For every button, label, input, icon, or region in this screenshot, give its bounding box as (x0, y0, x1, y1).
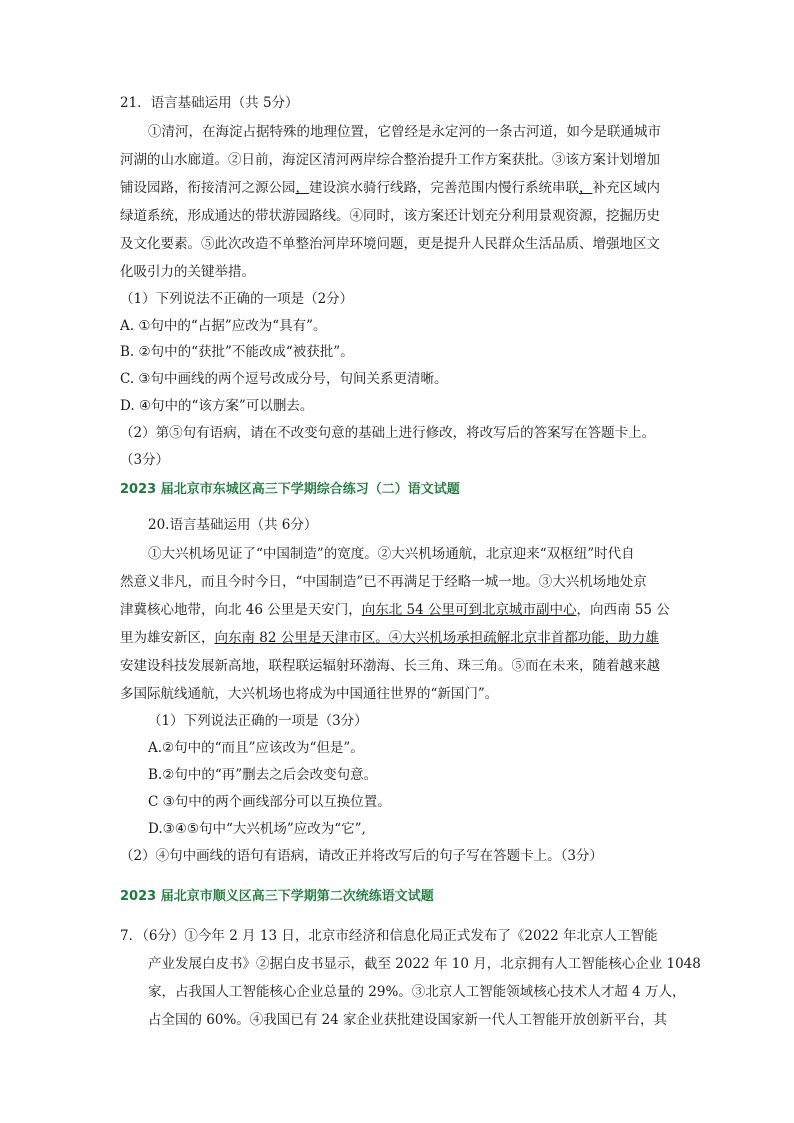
q21-passage-line-4: 绿道系统，形成通达的带状游园路线。④同时，该方案还计划充分利用景观资源，挖掘历史 (120, 208, 660, 224)
q7-line-1: 7．（6分）①今年 2 月 13 日，北京市经济和信息化局正式发布了《2022 年北京人工智能 (120, 928, 658, 944)
q20-option-d: D.③④⑤句中“大兴机场”应改为“它”, (148, 821, 366, 837)
source-heading-shunyi: 2023 届北京市顺义区高三下学期第二次统练语文试题 (120, 889, 434, 904)
q21-title: 21．语言基础运用（共 5分） (120, 95, 299, 111)
q21-l3-part-e: 补充区域内 (592, 180, 660, 196)
q20-sub-question-2: （2）④句中画线的语句有语病，请改正并将改写后的句子写在答题卡上。（3分） (120, 848, 603, 864)
q20-title: 20.语言基础运用（共 6分） (148, 517, 318, 533)
q21-option-c: C. ③句中画线的两个逗号改成分号，句间关系更清晰。 (120, 371, 448, 387)
q20-l4-part-a: 里为雄安新区， (120, 630, 215, 646)
q20-passage-line-3 (120, 600, 670, 620)
q20-sub-question-1: （1）下列说法正确的一项是（3分） (148, 713, 368, 729)
q21-passage-line-5: 及文化要素。⑤此次改造不单整治河岸环境问题，更是提升人民群众生活品质、增强地区文 (120, 236, 660, 252)
q20-passage-line-4 (120, 628, 659, 648)
q20-l3-part-a: 津冀核心地带，向北 46 公里是天安门， (120, 602, 362, 618)
q20-passage-line-6: 多国际航线通航，大兴机场也将成为中国通往世界的“新国门”。 (120, 686, 499, 702)
q20-option-b: B.②句中的“再”删去之后会改变句意。 (148, 767, 378, 783)
q20-passage-line-5: 安建设科技发展新高地，联程联运辐射环渤海、长三角、珠三角。⑤而在未来，随着越来越 (120, 658, 660, 674)
q21-underlined-comma-1: ， (295, 180, 309, 196)
q21-sub-question-1: （1）下列说法不正确的一项是（2分） (120, 291, 354, 307)
q21-passage-line-6: 化吸引力的关键举措。 (120, 264, 255, 280)
q7-line-2: 产业发展白皮书》②据白皮书显示，截至 2022 年 10 月，北京拥有人工智能核心企业 1048 (148, 956, 701, 972)
q20-option-c: C ③句中的两个画线部分可以互换位置。 (148, 794, 391, 810)
q21-option-a: A. ①句中的“占据”应改为“具有”。 (120, 318, 327, 334)
q20-l4-part-c: 。④大兴机场承担疏解北京非首都功能，助力雄 (375, 630, 659, 646)
q21-l3-part-a: 铺设园路，衔接清河之源公园 (120, 180, 296, 196)
q21-passage-line-3 (120, 178, 660, 198)
q21-sub-question-2-score: （3分） (120, 452, 170, 468)
q21-l3-part-c: 建设滨水骑行线路，完善范围内慢行系统串联 (309, 180, 579, 196)
q21-option-b: B. ②句中的“获批”不能改成“被获批”。 (120, 344, 354, 360)
q7-line-3: 家，占我国人工智能核心企业总量的 29%。③北京人工智能领域核心技术人才超 4 万人， (148, 984, 686, 1000)
q20-passage-line-1: ①大兴机场见证了“中国制造”的宽度。②大兴机场通航，北京迎来“双枢纽”时代自 (148, 546, 635, 562)
q21-underlined-comma-2: ， (579, 180, 593, 196)
q20-underlined-phrase-2: 向东南 82 公里是天津市区 (214, 630, 376, 646)
q20-passage-line-2: 然意义非凡，而且今时今日，“中国制造”已不再满足于经略一城一地。③大兴机场地处京 (120, 574, 647, 590)
q21-option-d: D. ④句中的“该方案”可以删去。 (120, 398, 314, 414)
q20-l3-part-c: ，向西南 55 公 (576, 602, 670, 618)
q20-option-a: A.②句中的“而且”应该改为“但是”。 (148, 740, 364, 756)
q21-passage-line-2: 河湖的山水廊道。②日前，海淀区清河两岸综合整治提升工作方案获批。③该方案计划增加 (120, 152, 660, 168)
q21-passage-line-1: ①清河，在海淀占据特殊的地理位置，它曾经是永定河的一条古河道，如今是联通城市 (148, 124, 661, 140)
q7-line-4: 占全国的 60%。④我国已有 24 家企业获批建设国家新一代人工智能开放创新平台，其 (148, 1012, 668, 1028)
source-heading-dongcheng: 2023 届北京市东城区高三下学期综合练习（二）语文试题 (120, 482, 460, 497)
q21-sub-question-2: （2）第⑤句有语病，请在不改变句意的基础上进行修改，将改写后的答案写在答题卡上。 (120, 425, 656, 441)
q20-underlined-phrase-1: 向东北 54 公里可到北京城市副中心 (361, 602, 577, 618)
